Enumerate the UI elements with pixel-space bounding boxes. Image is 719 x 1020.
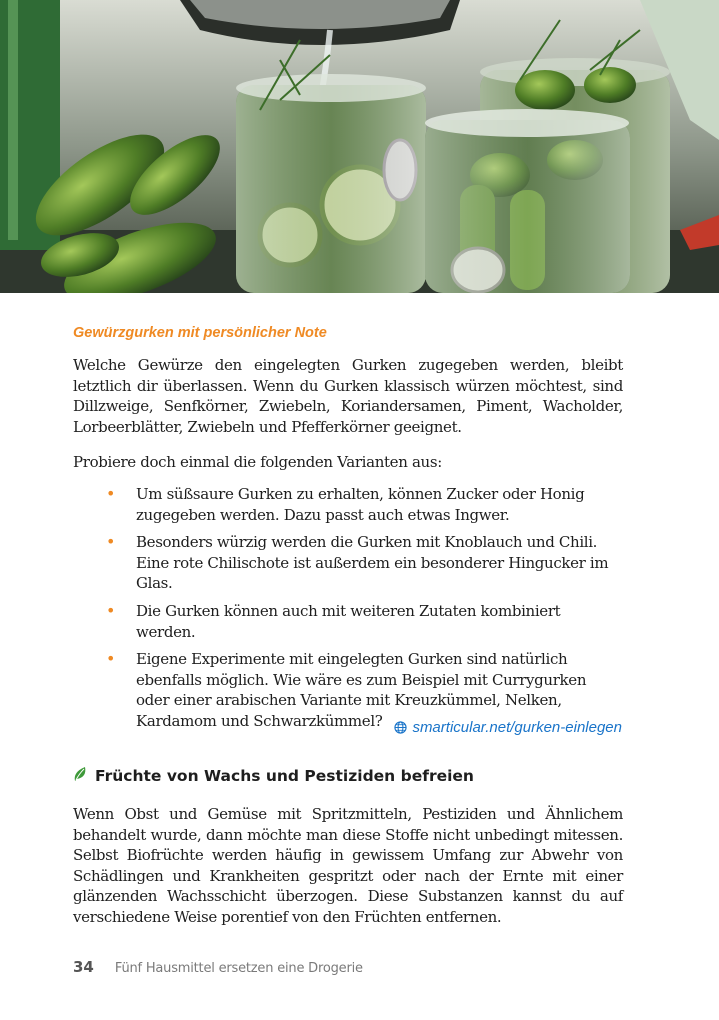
running-title: Fünf Hausmittel ersetzen eine Drogerie bbox=[114, 961, 363, 976]
list-item bbox=[73, 532, 623, 594]
subsection-heading: Gewürzgurken mit persönlicher Note bbox=[73, 325, 327, 341]
bullet-marker: • bbox=[106, 532, 116, 552]
pickle-jars-photo bbox=[0, 0, 719, 293]
page-footer bbox=[73, 958, 363, 976]
list-item bbox=[73, 484, 623, 525]
list-item bbox=[73, 601, 623, 642]
bullet-marker: • bbox=[106, 600, 116, 620]
variants-list bbox=[73, 484, 623, 739]
list-item-text: Besonders würzig werden die Gurken mit Knoblauch und Chili. Eine rote Chilischote ist außerdem ein besonderer Hingucker im Glas. bbox=[136, 533, 609, 593]
web-link-text: smarticular.net/gurken-einlegen bbox=[412, 719, 622, 736]
web-link[interactable] bbox=[394, 719, 622, 736]
variants-intro-paragraph: Probiere doch einmal die folgenden Varianten aus: bbox=[73, 453, 442, 471]
globe-icon bbox=[394, 721, 407, 734]
section-heading bbox=[73, 766, 474, 786]
section-title: Früchte von Wachs und Pestiziden befreien bbox=[95, 767, 474, 785]
bullet-marker: • bbox=[106, 649, 116, 669]
page-number: 34 bbox=[73, 958, 94, 976]
intro-paragraph: Welche Gewürze den eingelegten Gurken zugegeben werden, bleibt letztlich dir überlassen. Wenn du Gurken klassisch würzen möchtest, sind Dillzweige, Senfkörner, Zwiebeln, Koriandersamen, Piment, Wacholder, Lorbeerblätter, Zwiebeln und Pfefferkörner geeignet. bbox=[73, 356, 623, 436]
list-item-text: Eigene Experimente mit eingelegten Gurken sind natürlich ebenfalls möglich. Wie wäre es zum Beispiel mit Currygurken oder einer arabischen Variante mit Kreuzkümmel, Nelken, Kardamom und Schwarzkümmel? bbox=[136, 650, 587, 730]
section-body-paragraph: Wenn Obst und Gemüse mit Spritzmitteln, Pestiziden und Ähnlichem behandelt wurde, dann möchte man diese Stoffe nicht unbedingt mitessen. Selbst Biofrüchte werden häufig in gewissem Umfang zur Abwehr von Schädlingen und Krankheiten gespritzt oder nach der Ernte mit einer glänzenden Wachsschicht überzogen. Diese Substanzen kannst du auf verschiedene Weise porentief von den Früchten entfernen. bbox=[73, 805, 623, 926]
leaf-icon bbox=[73, 766, 87, 786]
list-item-text: Die Gurken können auch mit weiteren Zutaten kombiniert werden. bbox=[136, 601, 561, 641]
list-item-text: Um süßsaure Gurken zu erhalten, können Zucker oder Honig zugegeben werden. Dazu passt auch etwas Ingwer. bbox=[136, 485, 585, 524]
bullet-marker: • bbox=[106, 484, 116, 503]
